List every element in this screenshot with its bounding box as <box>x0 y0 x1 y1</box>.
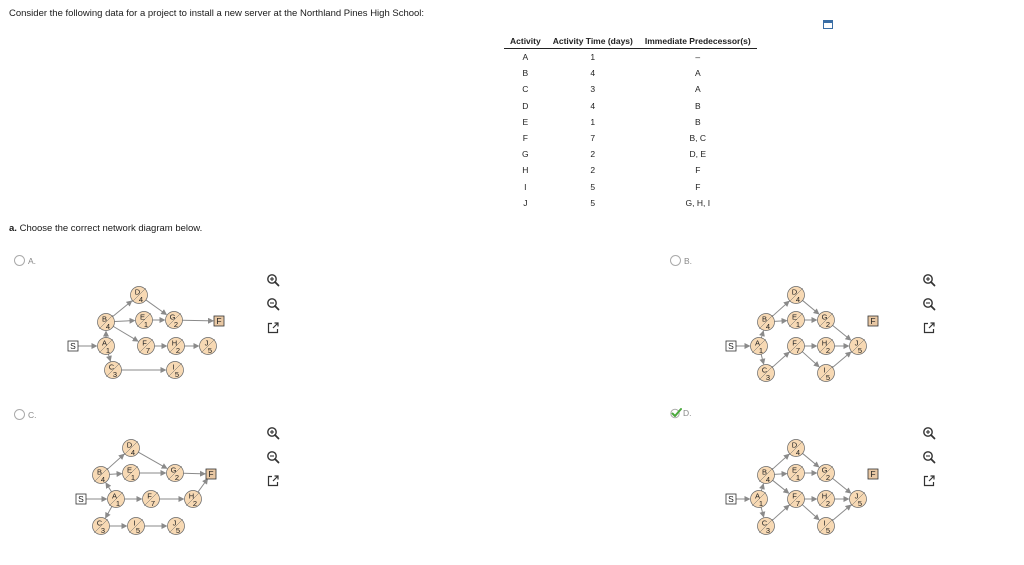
node-activity-label: B <box>761 467 768 477</box>
node-time-label: 2 <box>173 320 179 329</box>
node-time-label: 1 <box>115 499 121 508</box>
activity-node-b <box>758 467 775 485</box>
node-activity-label: D <box>791 440 798 450</box>
node-time-label: 5 <box>825 373 831 382</box>
node-activity-label: E <box>791 465 798 475</box>
arrow-d-g <box>803 453 819 466</box>
node-time-label: 4 <box>105 322 111 331</box>
arrow-b-f <box>773 480 789 493</box>
table-header-row <box>504 34 757 49</box>
activity-node-g <box>818 465 835 483</box>
header-predecessors: Immediate Predecessor(s) <box>639 34 757 49</box>
node-activity-label: A <box>111 491 118 501</box>
node-time-label: 1 <box>795 320 801 329</box>
time-cell: 2 <box>590 149 596 160</box>
arrow-b-d <box>107 454 124 469</box>
node-time-label: 1 <box>105 346 111 355</box>
activity-node-b <box>758 314 775 332</box>
part-a-label: a. <box>9 223 17 234</box>
node-time-label: 1 <box>758 499 764 508</box>
node-time-label: 5 <box>175 526 181 535</box>
arrow-g-j <box>833 478 851 493</box>
activity-cell: F <box>522 133 528 144</box>
node-activity-label: F <box>792 491 797 501</box>
activity-node-i <box>128 518 145 536</box>
option-c-label: C. <box>28 409 37 420</box>
node-time-label: 1 <box>143 320 149 329</box>
node-time-label: 3 <box>765 373 771 382</box>
node-activity-label: H <box>821 338 828 348</box>
arrow-f-i <box>802 352 819 367</box>
arrow-b-d <box>772 454 789 469</box>
arrow-f-i <box>802 505 819 520</box>
arrow-a-b <box>761 331 763 338</box>
node-activity-label: F <box>142 338 147 348</box>
arrow-b-e <box>109 474 121 475</box>
finish-label: F <box>870 469 876 480</box>
question-intro: Consider the following data for a project to install a new server at the Northland Pines High School: <box>9 8 425 19</box>
start-node <box>726 341 736 351</box>
popout-icon[interactable] <box>922 321 936 335</box>
start-label: S <box>728 494 734 505</box>
option-b[interactable] <box>670 255 692 266</box>
arrow-a-c <box>761 354 763 364</box>
arrow-d-g <box>146 300 166 315</box>
arrow-d-g <box>138 452 166 468</box>
predecessor-cell: – <box>695 52 701 63</box>
node-activity-label: I <box>172 362 175 372</box>
activity-cell: E <box>522 116 529 127</box>
predecessor-cell: G, H, I <box>685 197 711 208</box>
predecessor-cell: B <box>694 116 701 127</box>
start-label: S <box>78 494 84 505</box>
node-time-label: 7 <box>795 499 801 508</box>
activity-node-a <box>108 491 125 509</box>
activity-node-b <box>93 467 110 485</box>
option-c[interactable] <box>14 409 37 420</box>
node-activity-label: I <box>823 365 826 375</box>
node-time-label: 5 <box>135 526 141 535</box>
node-time-label: 5 <box>207 346 213 355</box>
node-activity-label: C <box>761 518 768 528</box>
node-time-label: 3 <box>112 370 118 379</box>
node-time-label: 7 <box>150 499 156 508</box>
activity-node-j <box>850 491 867 509</box>
activity-cell: B <box>522 68 529 79</box>
network-diagram-c <box>70 436 240 546</box>
activity-cell: H <box>522 165 529 176</box>
node-activity-label: G <box>821 465 828 475</box>
node-activity-label: C <box>96 518 103 528</box>
activity-node-h <box>168 338 185 356</box>
zoom-out-icon[interactable] <box>266 450 280 464</box>
arrow-a-b <box>106 483 111 492</box>
activity-node-c <box>758 365 775 383</box>
predecessor-cell: A <box>694 84 701 95</box>
popout-icon[interactable] <box>922 474 936 488</box>
node-activity-label: G <box>170 465 177 475</box>
predecessor-cell: B, C <box>689 133 707 144</box>
node-activity-label: H <box>188 491 195 501</box>
activity-node-f <box>138 338 155 356</box>
header-activity-time: Activity Time (days) <box>547 34 639 49</box>
arrow-i-j <box>832 352 850 367</box>
activity-cell: A <box>522 52 529 63</box>
activity-cell: D <box>522 100 529 111</box>
activity-node-c <box>93 518 110 536</box>
node-time-label: 2 <box>192 499 198 508</box>
toolbar-c <box>266 426 280 498</box>
node-time-label: 1 <box>795 473 801 482</box>
time-cell: 7 <box>590 133 596 144</box>
network-diagram-b <box>720 283 890 393</box>
predecessor-cell: F <box>695 181 701 192</box>
activity-node-e <box>788 312 805 330</box>
table-row <box>504 114 757 130</box>
activity-cell: G <box>522 149 529 160</box>
activity-node-a <box>751 338 768 356</box>
option-a-radio[interactable] <box>14 255 25 266</box>
node-time-label: 4 <box>130 448 136 457</box>
node-time-label: 7 <box>795 346 801 355</box>
time-cell: 4 <box>590 68 596 79</box>
start-label: S <box>70 341 76 352</box>
activity-node-g <box>818 312 835 330</box>
activity-node-e <box>136 312 153 330</box>
arrow-a-b <box>761 484 763 491</box>
node-time-label: 4 <box>100 475 106 484</box>
time-cell: 2 <box>590 165 596 176</box>
arrow-b-f <box>113 326 138 341</box>
node-time-label: 4 <box>765 322 771 331</box>
arrow-a-c <box>108 354 110 361</box>
start-label: S <box>728 341 734 352</box>
table-row <box>504 98 757 114</box>
node-time-label: 4 <box>138 295 144 304</box>
zoom-in-icon[interactable] <box>922 273 936 287</box>
table-row <box>504 65 757 81</box>
arrow-b-e <box>774 321 786 322</box>
finish-node <box>214 316 224 326</box>
node-activity-label: E <box>139 312 146 322</box>
node-activity-label: D <box>791 287 798 297</box>
node-activity-label: J <box>854 491 859 501</box>
node-time-label: 3 <box>765 526 771 535</box>
activity-node-a <box>98 338 115 356</box>
node-activity-label: J <box>204 338 209 348</box>
node-activity-label: C <box>108 362 115 372</box>
activity-node-f <box>788 491 805 509</box>
arrow-b-e <box>774 474 786 475</box>
node-activity-label: J <box>172 518 177 528</box>
activity-cell: J <box>523 197 528 208</box>
document-icon[interactable] <box>823 20 833 29</box>
node-activity-label: A <box>754 338 761 348</box>
node-activity-label: D <box>134 287 141 297</box>
node-activity-label: F <box>147 491 152 501</box>
toolbar-a <box>266 273 280 345</box>
time-cell: 4 <box>590 100 596 111</box>
node-activity-label: H <box>171 338 178 348</box>
network-diagram-a <box>62 283 232 393</box>
checkmark-icon <box>670 407 682 419</box>
node-time-label: 7 <box>145 346 151 355</box>
arrow-i-j <box>832 505 850 520</box>
predecessor-cell: F <box>695 165 701 176</box>
toolbar-d <box>922 426 936 498</box>
activity-node-g <box>167 465 184 483</box>
activity-node-h <box>818 338 835 356</box>
part-a-text: Choose the correct network diagram below. <box>16 223 203 234</box>
arrow-h-fin <box>198 479 208 492</box>
node-activity-label: B <box>96 467 103 477</box>
node-time-label: 1 <box>758 346 764 355</box>
time-cell: 5 <box>590 181 596 192</box>
arrow-b-e <box>114 320 134 321</box>
arrow-d-g <box>803 300 819 313</box>
node-activity-label: H <box>821 491 828 501</box>
part-a-prompt <box>9 223 202 234</box>
node-activity-label: I <box>823 518 826 528</box>
table-row <box>504 130 757 146</box>
start-node <box>76 494 86 504</box>
activity-node-f <box>788 338 805 356</box>
arrow-g-fin <box>183 473 205 474</box>
popout-icon[interactable] <box>266 474 280 488</box>
predecessor-cell: D, E <box>689 149 707 160</box>
activity-node-j <box>850 338 867 356</box>
node-time-label: 2 <box>174 473 180 482</box>
node-activity-label: I <box>133 518 136 528</box>
activity-node-e <box>788 465 805 483</box>
node-activity-label: F <box>792 338 797 348</box>
node-activity-label: G <box>821 312 828 322</box>
time-cell: 3 <box>590 84 596 95</box>
activity-node-i <box>818 518 835 536</box>
finish-node <box>868 316 878 326</box>
option-b-label: B. <box>684 255 693 266</box>
arrow-a-c <box>106 506 112 517</box>
node-time-label: 4 <box>765 475 771 484</box>
node-activity-label: E <box>126 465 133 475</box>
table-row <box>504 162 757 178</box>
finish-label: F <box>216 316 222 327</box>
arrow-g-j <box>833 325 851 340</box>
zoom-out-icon[interactable] <box>922 450 936 464</box>
option-d-label: D. <box>683 408 692 418</box>
start-node <box>726 494 736 504</box>
arrow-b-d <box>772 301 789 316</box>
table-row <box>504 49 757 66</box>
arrow-g-fin <box>182 320 213 321</box>
activity-node-i <box>818 365 835 383</box>
option-c-radio[interactable] <box>14 409 25 420</box>
activity-node-c <box>105 362 122 380</box>
zoom-out-icon[interactable] <box>266 297 280 311</box>
node-activity-label: A <box>101 338 108 348</box>
node-activity-label: G <box>169 312 176 322</box>
node-activity-label: B <box>101 314 108 324</box>
activity-node-e <box>123 465 140 483</box>
node-activity-label: A <box>754 491 761 501</box>
node-time-label: 5 <box>825 526 831 535</box>
popout-icon[interactable] <box>266 321 280 335</box>
table-row <box>504 146 757 162</box>
node-time-label: 2 <box>825 346 831 355</box>
activity-node-j <box>200 338 217 356</box>
activity-node-g <box>166 312 183 330</box>
predecessor-cell: A <box>694 68 701 79</box>
activity-node-d <box>788 287 805 305</box>
arrow-c-f <box>772 352 789 367</box>
activity-node-h <box>818 491 835 509</box>
node-activity-label: C <box>761 365 768 375</box>
predecessor-cell: B <box>694 100 701 111</box>
table-row <box>504 81 757 97</box>
option-a-label: A. <box>28 255 37 266</box>
zoom-in-icon[interactable] <box>266 273 280 287</box>
arrow-c-f <box>772 505 789 520</box>
node-time-label: 4 <box>795 448 801 457</box>
activity-node-d <box>131 287 148 305</box>
node-time-label: 5 <box>857 499 863 508</box>
activity-table <box>504 34 757 211</box>
node-time-label: 1 <box>130 473 136 482</box>
node-activity-label: E <box>791 312 798 322</box>
node-time-label: 5 <box>174 370 180 379</box>
option-b-radio[interactable] <box>670 255 681 266</box>
arrow-b-d <box>113 301 132 317</box>
table-row <box>504 195 757 211</box>
time-cell: 1 <box>590 52 596 63</box>
time-cell: 5 <box>590 197 596 208</box>
node-time-label: 2 <box>825 320 831 329</box>
header-activity: Activity <box>504 34 547 49</box>
table-row <box>504 179 757 195</box>
toolbar-b <box>922 273 936 345</box>
zoom-in-icon[interactable] <box>922 426 936 440</box>
node-time-label: 4 <box>795 295 801 304</box>
finish-node <box>206 469 216 479</box>
node-activity-label: J <box>854 338 859 348</box>
node-time-label: 2 <box>825 473 831 482</box>
finish-label: F <box>208 469 214 480</box>
node-activity-label: B <box>761 314 768 324</box>
activity-node-d <box>788 440 805 458</box>
activity-node-j <box>168 518 185 536</box>
network-diagram-d <box>720 436 890 546</box>
activity-cell: C <box>522 84 529 95</box>
activity-node-c <box>758 518 775 536</box>
activity-node-d <box>123 440 140 458</box>
finish-label: F <box>870 316 876 327</box>
activity-cell: I <box>524 181 527 192</box>
node-time-label: 3 <box>100 526 106 535</box>
arrow-a-c <box>761 507 763 517</box>
activity-node-h <box>185 491 202 509</box>
zoom-out-icon[interactable] <box>922 297 936 311</box>
activity-node-b <box>98 314 115 332</box>
option-a[interactable] <box>14 255 36 266</box>
activity-node-i <box>167 362 184 380</box>
option-d[interactable] <box>670 407 692 419</box>
node-activity-label: D <box>126 440 133 450</box>
node-time-label: 2 <box>175 346 181 355</box>
activity-node-f <box>143 491 160 509</box>
start-node <box>68 341 78 351</box>
time-cell: 1 <box>590 116 596 127</box>
finish-node <box>868 469 878 479</box>
node-time-label: 5 <box>857 346 863 355</box>
activity-node-a <box>751 491 768 509</box>
node-time-label: 2 <box>825 499 831 508</box>
zoom-in-icon[interactable] <box>266 426 280 440</box>
